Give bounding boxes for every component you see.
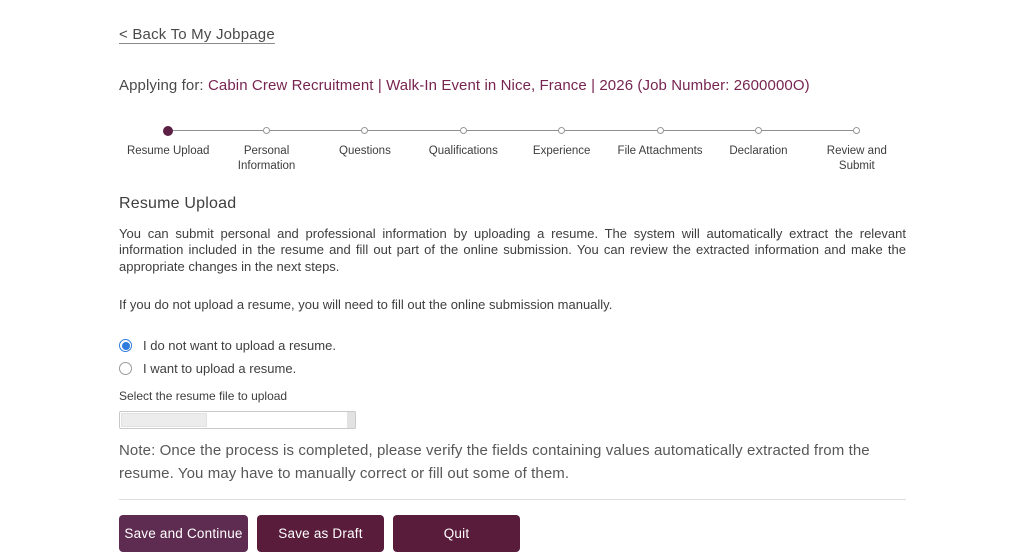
save-as-draft-button[interactable]: Save as Draft [257,515,384,552]
stepper-step-experience[interactable] [513,125,611,174]
resume-file-input[interactable] [119,411,356,429]
footer-divider [119,499,906,500]
progress-stepper [119,125,906,174]
step-label: Review and Submit [826,145,887,172]
step-dot [755,127,762,134]
stepper-step-review-and-submit[interactable] [808,125,906,174]
step-label: Qualifications [428,145,498,157]
radio-option-label: I do not want to upload a resume. [143,338,336,354]
step-dot [853,127,860,134]
step-label: File Attachments [617,145,703,157]
step-dot [558,127,565,134]
file-input-right-strip [347,412,355,428]
file-upload-label: Select the resume file to upload [119,389,288,404]
back-to-jobpage-link[interactable]: < Back To My Jobpage [119,26,275,43]
quit-button[interactable]: Quit [393,515,520,552]
step-label: Questions [339,145,391,157]
stepper-step-personal-information[interactable] [217,125,315,174]
step-label: Personal Information [237,145,296,172]
stepper-step-resume-upload[interactable] [119,125,217,174]
radio-option-no-upload[interactable] [119,334,906,357]
verification-note: Note: Once the process is completed, please verify the fields containing values automatically extracted from the resume. You may have to manually correct or fill out some of them. [119,442,870,483]
applying-for-line [119,77,906,94]
radio-option-label: I want to upload a resume. [143,361,297,377]
radio-unselected-icon[interactable] [119,362,132,375]
file-choose-area[interactable] [121,413,207,427]
step-dot-active [163,126,173,136]
resume-upload-radio-group [119,334,906,380]
radio-selected-icon[interactable] [119,339,132,352]
manual-fill-note: If you do not upload a resume, you will need to fill out the online submission manually. [119,297,613,313]
stepper-step-questions[interactable] [316,125,414,174]
application-form-page [119,0,906,552]
step-dot [361,127,368,134]
step-dot [460,127,467,134]
step-label: Declaration [729,145,788,157]
save-and-continue-button[interactable]: Save and Continue [119,515,248,552]
radio-option-upload[interactable] [119,357,906,380]
stepper-step-file-attachments[interactable] [611,125,709,174]
step-dot [263,127,270,134]
step-dot [657,127,664,134]
applying-for-label: Applying for: [119,77,204,94]
action-buttons [119,515,906,552]
section-heading: Resume Upload [119,194,237,212]
stepper-step-qualifications[interactable] [414,125,512,174]
step-label: Resume Upload [126,145,210,157]
job-title: Cabin Crew Recruitment | Walk-In Event in Nice, France | 2026 (Job Number: 2600000O) [207,77,810,94]
stepper-step-declaration[interactable] [709,125,807,174]
step-label: Experience [532,145,591,157]
intro-paragraph: You can submit personal and professional information by uploading a resume. The system will automatically extract the relevant information included in the resume and fill out part of the online submission. You can review the extracted information and make the appropriate changes in the next steps. [119,225,906,274]
